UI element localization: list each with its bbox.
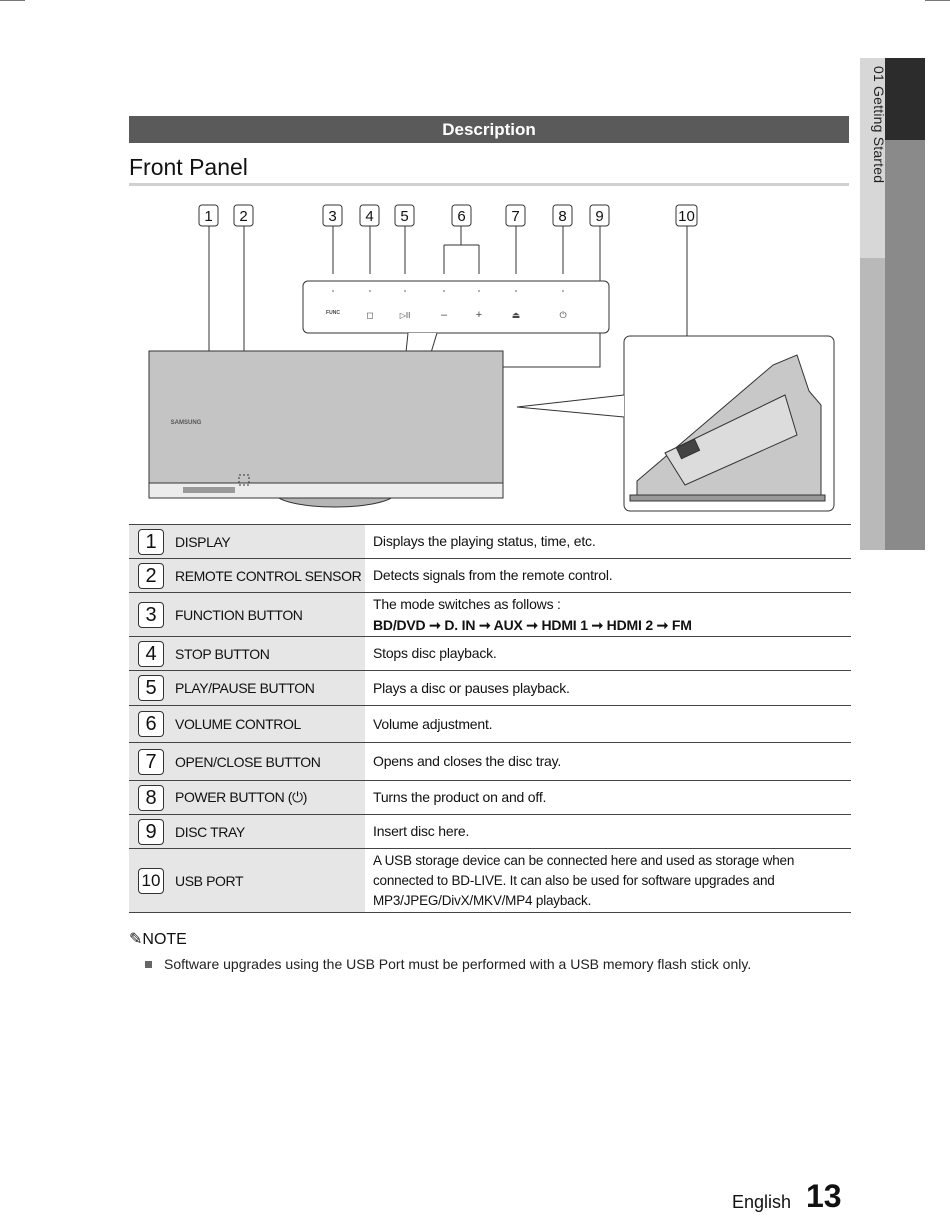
table-row: [129, 671, 851, 706]
row-name: DISPLAY: [175, 525, 365, 559]
callout-label: 7: [511, 208, 520, 225]
play-pause-icon: ▷II: [399, 311, 411, 320]
table-row: [129, 781, 851, 815]
row-number: 10: [138, 868, 164, 894]
row-number: 1: [138, 529, 164, 555]
table-row: [129, 849, 851, 913]
table-row: [129, 706, 851, 743]
table-row: [129, 593, 851, 637]
page-title: Front Panel: [129, 154, 248, 180]
crop-mark: [0, 0, 25, 1]
row-desc: Insert disc here.: [365, 815, 851, 849]
callout-label: 1: [204, 208, 213, 225]
callout-label: 4: [365, 208, 374, 225]
table-row: [129, 637, 851, 671]
page-number: 13: [806, 1178, 842, 1214]
row-desc: Plays a disc or pauses playback.: [365, 671, 851, 706]
row-name: DISC TRAY: [175, 815, 365, 849]
callout-label: 3: [328, 208, 337, 225]
note-item: [145, 956, 751, 972]
table-row: [129, 559, 851, 593]
callout-label: 5: [400, 208, 409, 225]
row-desc: Volume adjustment.: [365, 706, 851, 743]
row-number: 9: [138, 819, 164, 845]
row-desc: The mode switches as follows :: [373, 595, 561, 612]
stop-icon: ◻: [366, 310, 374, 320]
callout-label: 2: [239, 208, 248, 225]
row-name: VOLUME CONTROL: [175, 706, 365, 743]
heading-rule: [129, 183, 849, 186]
crop-mark: [925, 0, 950, 1]
row-number: 6: [138, 711, 164, 737]
volume-up-icon: +: [475, 309, 483, 321]
callout-label: 10: [678, 208, 695, 225]
row-name: POWER BUTTON (: [175, 789, 293, 805]
section-bar: Description: [129, 116, 849, 143]
row-desc: Opens and closes the disc tray.: [365, 743, 851, 781]
row-name: OPEN/CLOSE BUTTON: [175, 743, 365, 781]
row-number: 5: [138, 675, 164, 701]
row-desc: A USB storage device can be connected here and used as storage when connected to BD-LIVE. It can also be used for software upgrades and MP3/JPEG/DivX/MKV/MP4 playback.: [365, 849, 851, 913]
table-row: [129, 743, 851, 781]
spec-table: [129, 524, 851, 913]
callout-label: 8: [558, 208, 567, 225]
volume-down-icon: –: [440, 309, 448, 321]
row-desc: Stops disc playback.: [365, 637, 851, 671]
row-name-suffix: ): [302, 789, 307, 805]
row-name: USB PORT: [175, 849, 365, 913]
row-desc: Turns the product on and off.: [365, 781, 851, 815]
pencil-icon: ✎: [129, 931, 143, 948]
footer-language: English: [732, 1192, 792, 1212]
power-icon: ⏻: [559, 310, 567, 320]
row-number: 7: [138, 749, 164, 775]
row-number: 3: [138, 602, 164, 628]
row-name: REMOTE CONTROL SENSOR: [175, 559, 365, 593]
power-symbol-icon: ⏻: [292, 789, 303, 805]
func-label: FUNC: [326, 310, 340, 316]
row-number: 8: [138, 785, 164, 811]
note-text: Software upgrades using the USB Port must be performed with a USB memory flash stick only.: [164, 956, 752, 972]
note-heading: [129, 929, 187, 949]
side-tab-mid-block: [885, 140, 925, 550]
row-name: FUNCTION BUTTON: [175, 593, 365, 637]
callout-label: 9: [595, 208, 604, 225]
brand-logo: SAMSUNG: [170, 420, 202, 426]
row-name: STOP BUTTON: [175, 637, 365, 671]
table-row: [129, 815, 851, 849]
row-name: PLAY/PAUSE BUTTON: [175, 671, 365, 706]
note-title: NOTE: [142, 931, 187, 948]
side-tab-label: 01 Getting Started: [871, 66, 887, 184]
row-desc: Displays the playing status, time, etc.: [365, 525, 851, 559]
row-number: 4: [138, 641, 164, 667]
row-number: 2: [138, 563, 164, 589]
front-panel-diagram: [125, 195, 845, 520]
row-desc: Detects signals from the remote control.: [365, 559, 851, 593]
eject-icon: ⏏: [511, 310, 521, 320]
callout-label: 6: [457, 208, 466, 225]
bullet-icon: [145, 961, 152, 968]
table-row: [129, 525, 851, 559]
mode-sequence: BD/DVD ➞ D. IN ➞ AUX ➞ HDMI 1 ➞ HDMI 2 ➞ FM: [373, 616, 692, 633]
